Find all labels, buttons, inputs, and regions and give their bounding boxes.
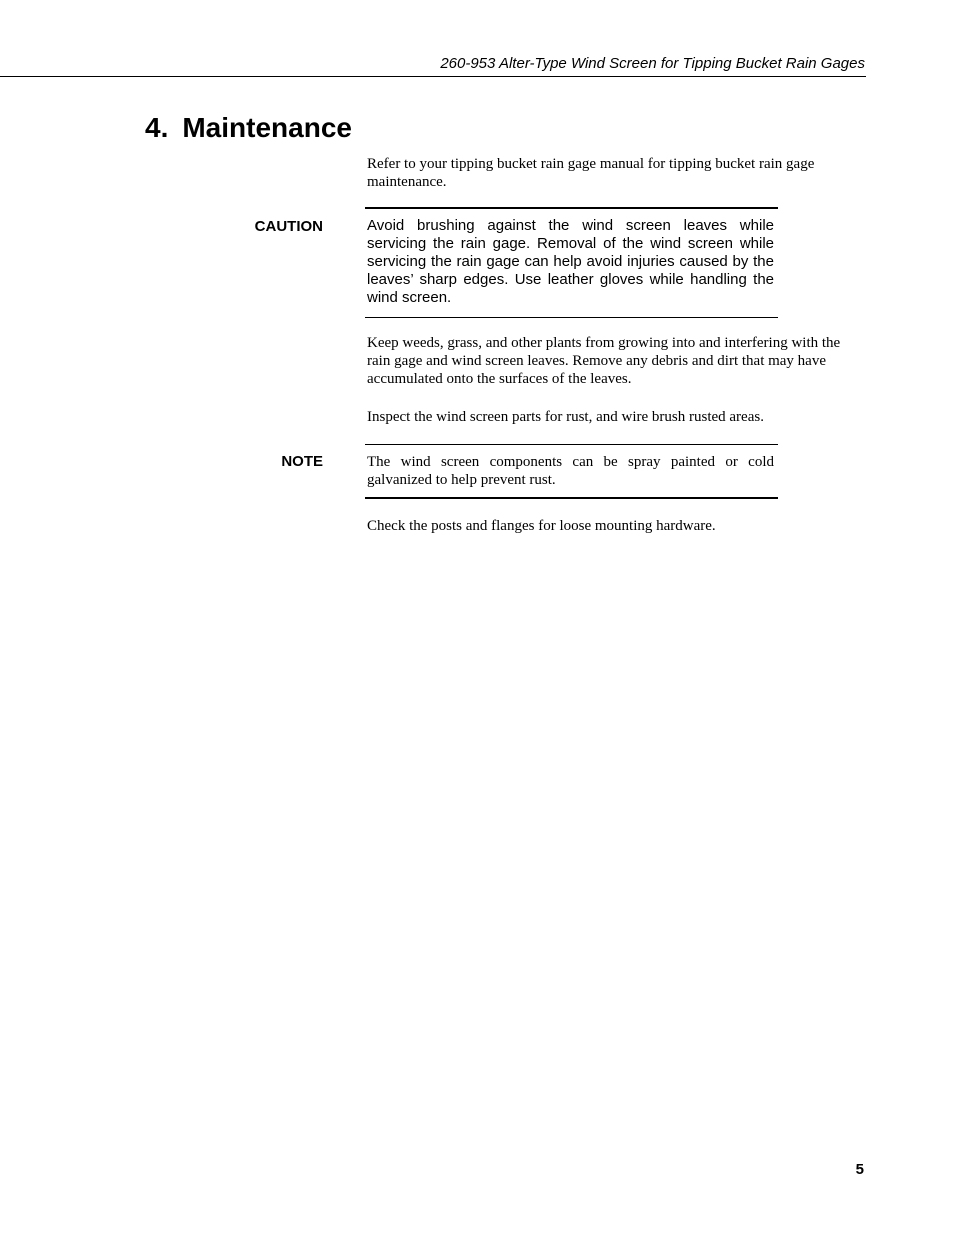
caution-text: Avoid brushing against the wind screen leaves while servicing the rain gage. Removal of the wind screen while servicing the rain gage can help avoid injuries caused by the leaves’ sharp edges. Use leather gloves while handling the wind screen.: [367, 217, 774, 306]
inspect-paragraph: Inspect the wind screen parts for rust, and wire brush rusted areas.: [367, 409, 764, 425]
note-text: The wind screen components can be spray painted or cold galvanized to help prevent rust.: [367, 454, 774, 488]
section-heading: [145, 111, 352, 145]
running-header: 260-953 Alter-Type Wind Screen for Tipping Bucket Rain Gages: [440, 55, 865, 72]
check-paragraph: Check the posts and flanges for loose mounting hardware.: [367, 518, 716, 534]
note-label: NOTE: [281, 453, 323, 470]
note-box: [365, 444, 778, 499]
page-number: 5: [855, 1161, 864, 1178]
caution-box: [365, 207, 778, 318]
intro-paragraph: Refer to your tipping bucket rain gage manual for tipping bucket rain gage maintenance.: [367, 156, 815, 190]
caution-label: CAUTION: [254, 218, 323, 235]
header-rule: [0, 76, 866, 77]
section-title: Maintenance: [182, 112, 352, 143]
weeds-paragraph: Keep weeds, grass, and other plants from growing into and interfering with the rain gage and wind screen leaves. Remove any debris and dirt that may have accumulated onto the surfaces of the leaves.: [367, 335, 841, 387]
section-number: 4.: [145, 112, 169, 143]
